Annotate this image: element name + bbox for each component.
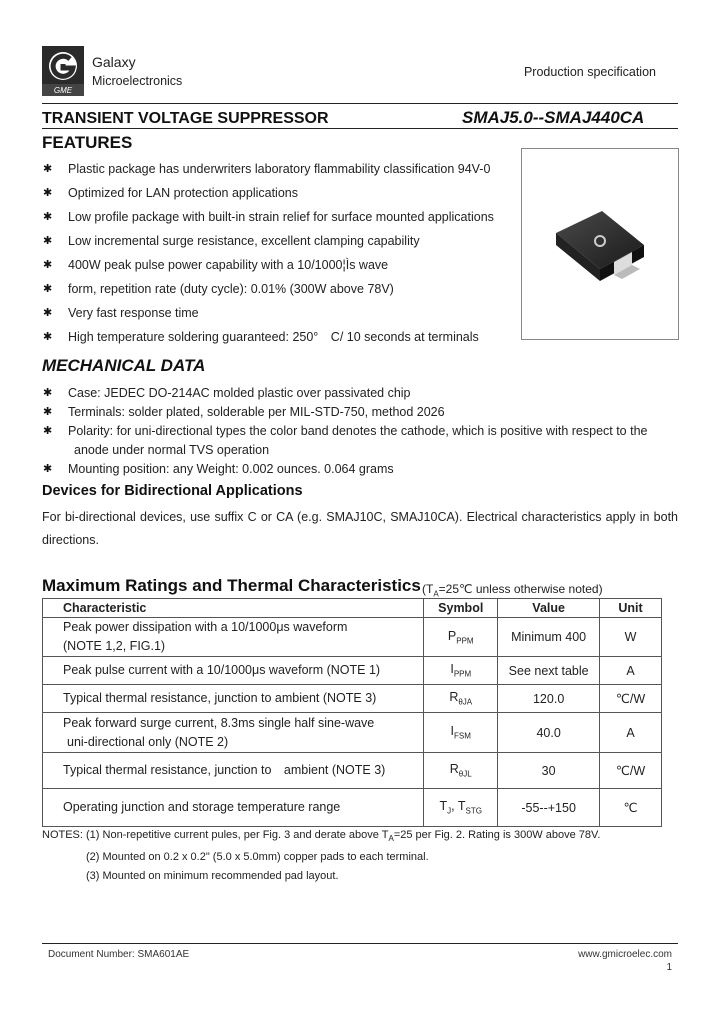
value-cell: See next table bbox=[498, 657, 600, 685]
list-item: ✱ Terminals: solder plated, solderable per MIL-STD-750, method 2026 bbox=[42, 403, 662, 422]
bullet-icon: ✱ bbox=[43, 259, 53, 271]
list-item: ✱ Very fast response time bbox=[42, 301, 512, 325]
mechanical-heading: MECHANICAL DATA bbox=[42, 356, 206, 375]
value-cell: Minimum 400 bbox=[498, 618, 600, 657]
header-rule bbox=[42, 103, 678, 104]
unit-cell: ℃/W bbox=[600, 753, 662, 789]
list-item: ✱ Low incremental surge resistance, excellent clamping capability bbox=[42, 229, 512, 253]
characteristic-cell: Peak forward surge current, 8.3ms single half sine-wave uni-directional only (NOTE 2) bbox=[43, 713, 424, 753]
logo-text: GME bbox=[53, 86, 73, 95]
note-1: NOTES: (1) Non-repetitive current pules, per Fig. 3 and derate above $T_A=25$ per Fig. 2. Rating is 300W above 78V. bbox=[42, 829, 601, 844]
table-row bbox=[43, 753, 662, 789]
list-item: ✱ Optimized for LAN protection applications bbox=[42, 181, 512, 205]
title-rule bbox=[42, 128, 678, 129]
table-row bbox=[43, 685, 662, 713]
symbol-cell: $P_{PPM}$ bbox=[424, 618, 498, 657]
value-cell: 30 bbox=[498, 753, 600, 789]
value-cell: -55--+150 bbox=[498, 789, 600, 827]
website-link[interactable]: www.gmicroelec.com bbox=[578, 949, 672, 960]
note-2: (2) Mounted on 0.2 x 0.2" (5.0 x 5.0mm) copper pads to each terminal. bbox=[86, 851, 429, 864]
features-list bbox=[42, 157, 512, 349]
list-item: ✱ Polarity: for uni-directional types the color band denotes the cathode, which is positive with respect to the bbox=[42, 422, 662, 441]
list-item: ✱ form, repetition rate (duty cycle): 0.01% (300W above 78V) bbox=[42, 277, 512, 301]
list-item: ✱ Plastic package has underwriters laboratory flammability classification 94V-0 bbox=[42, 157, 512, 181]
bullet-icon: ✱ bbox=[43, 463, 53, 475]
table-row bbox=[43, 789, 662, 827]
product-photo bbox=[521, 148, 679, 340]
part-range: SMAJ5.0--SMAJ440CA bbox=[462, 108, 645, 127]
unit-cell: W bbox=[600, 618, 662, 657]
value-cell: 40.0 bbox=[498, 713, 600, 753]
note-3: (3) Mounted on minimum recommended pad layout. bbox=[86, 870, 339, 883]
bidirectional-heading: Devices for Bidirectional Applications bbox=[42, 483, 303, 499]
characteristic-cell: Typical thermal resistance, junction to ambient (NOTE 3) bbox=[43, 753, 424, 789]
company-subname: Microelectronics bbox=[92, 74, 183, 88]
unit-cell: ℃/W bbox=[600, 685, 662, 713]
characteristic-cell: Peak pulse current with a 10/1000μs waveform (NOTE 1) bbox=[43, 657, 424, 685]
bullet-icon: ✱ bbox=[43, 283, 53, 295]
table-header-row bbox=[43, 599, 662, 618]
symbol-cell: $I_{PPM}$ bbox=[424, 657, 498, 685]
bidirectional-text: For bi-directional devices, use suffix C or CA (e.g. SMAJ10C, SMAJ10CA). Electrical characteristics apply in both directions. bbox=[42, 510, 678, 547]
bullet-icon: ✱ bbox=[43, 307, 53, 319]
bullet-icon: ✱ bbox=[43, 425, 53, 437]
column-header: Characteristic bbox=[43, 599, 424, 618]
table-row bbox=[43, 713, 662, 753]
ratings-table bbox=[42, 598, 662, 827]
document-number: Document Number: SMA601AE bbox=[48, 949, 190, 960]
bullet-icon: ✱ bbox=[43, 331, 53, 343]
symbol-cell: $R_{\theta JA}$ bbox=[424, 685, 498, 713]
ratings-heading: Maximum Ratings and Thermal Characteristics bbox=[42, 576, 421, 595]
symbol-cell: $R_{\theta JL}$ bbox=[424, 753, 498, 789]
column-header: Symbol bbox=[424, 599, 498, 618]
spec-label: Production specification bbox=[523, 65, 656, 79]
ratings-condition: ($T_A=25℃$ unless otherwise noted) bbox=[422, 582, 603, 599]
column-header: Value bbox=[498, 599, 600, 618]
characteristic-cell: Operating junction and storage temperature range bbox=[43, 789, 424, 827]
symbol-cell: $I_{FSM}$ bbox=[424, 713, 498, 753]
bullet-icon: ✱ bbox=[43, 211, 53, 223]
list-item: ✱ Mounting position: any Weight: 0.002 ounces. 0.064 grams bbox=[42, 460, 662, 479]
list-item: ✱ Low profile package with built-in strain relief for surface mounted applications bbox=[42, 205, 512, 229]
characteristic-cell: Peak power dissipation with a 10/1000μs waveform (NOTE 1,2, FIG.1) bbox=[43, 618, 424, 657]
document-title: TRANSIENT VOLTAGE SUPPRESSOR bbox=[42, 110, 329, 127]
bullet-icon: ✱ bbox=[43, 235, 53, 247]
list-item: ✱ 400W peak pulse power capability with a 10/1000¦Ìs wave bbox=[42, 253, 512, 277]
footer-rule bbox=[42, 943, 678, 944]
table-row bbox=[43, 618, 662, 657]
features-heading: FEATURES bbox=[42, 133, 133, 152]
list-item: ✱ Case: JEDEC DO-214AC molded plastic over passivated chip bbox=[42, 384, 662, 403]
list-item: ✱ High temperature soldering guaranteed: 250° C/ 10 seconds at terminals bbox=[42, 325, 512, 349]
symbol-cell: $T_J$, $T_{STG}$ bbox=[424, 789, 498, 827]
bullet-icon: ✱ bbox=[43, 387, 53, 399]
bullet-icon: ✱ bbox=[43, 187, 53, 199]
unit-cell: A bbox=[600, 713, 662, 753]
value-cell: 120.0 bbox=[498, 685, 600, 713]
table-row bbox=[43, 657, 662, 685]
page-number: 1 bbox=[666, 962, 672, 973]
bullet-icon: ✱ bbox=[43, 163, 53, 175]
unit-cell: A bbox=[600, 657, 662, 685]
list-item-continued: anode under normal TVS operation bbox=[74, 443, 270, 457]
characteristic-cell: Typical thermal resistance, junction to ambient (NOTE 3) bbox=[43, 685, 424, 713]
company-logo bbox=[42, 46, 84, 96]
unit-cell: ℃ bbox=[600, 789, 662, 827]
mechanical-list bbox=[42, 384, 662, 479]
column-header: Unit bbox=[600, 599, 662, 618]
company-name: Galaxy bbox=[92, 54, 136, 70]
bullet-icon: ✱ bbox=[43, 406, 53, 418]
notes bbox=[42, 826, 600, 886]
